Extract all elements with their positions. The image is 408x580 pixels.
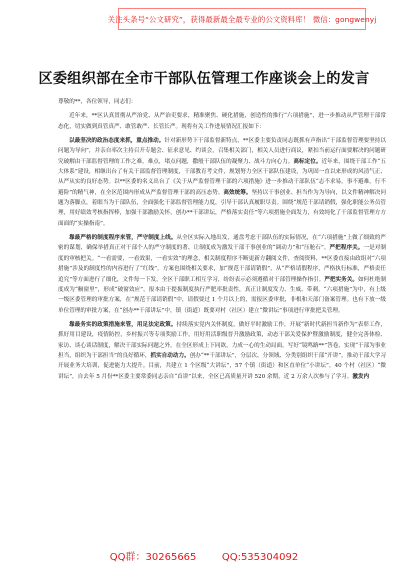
- section-1-text-a: 针对新形势下干部监督新特点，**区委主要负责同志既抓有声指出“干部监督管理要坚持以问题为导向”，并亲自率次主持召开专题会、征求意见、约谈会，召集相关部门，相关人员进行商议，紧扣当前运行面要解决的问题研究破解由干部监督管理的工作之难，难点，堵点问题，撒般干部队伍的凝聚力、战斗力向心力。: [58, 138, 386, 165]
- section-2-paragraph: [58, 233, 386, 316]
- section-2-text-c: 如何杜绝制度成为“橱窗: [58, 276, 386, 293]
- section-2-text-a: 从全区实际入地出发，通盘考虑干部队伍的实际情况，在“六项措施”上做了细致的严密的谋划，确保举措真正对干部个人的严守制度的著、让制度成为激发干部干事创业的“调动力”和“压舱石”。: [58, 235, 386, 252]
- section-2-subheading-b: 严把程序关。: [329, 245, 364, 252]
- section-2-text-b: 一是对制度的审核把关。“一看需要，一看效果，一看实效”的理念，相关制度程序不断更新方翻阅文件，查阅资料，**区委直接由政组对“六项措施”涉及的制度性的内容进行了“红线”，方案也围绕相关要求，加“规范干部请销假”，从“严格请假程序，严格执行标准，严格责任追究”等方面进行了细化，文件每一下发，全区干部职工相互学习，纷纷表示必须遵循对干部管理操作指引。: [58, 245, 386, 283]
- section-1-text-b: 近年来，围绕干部工作“五大体系”建设，相继出台了有关干部监督管理制度，干部教育考文件，规划努力全区干部队伍建设，为巩固一直以来形成的风清气正、从严从实的良好态势。以**区委的名义出台了《关于从严监督管理干部的六项措施》进一步推动干部队伍“志不求易，事不避难，行不避险”的精气神，在全区范围内形成从严监督管理干部的高压态势。: [58, 158, 386, 196]
- footer-contact: QQ群：30265665 QQ:535304092: [109, 552, 299, 563]
- section-1-text-c: 坚持以干事创业、担当作为为导向，以文件精神解决问题为落脚点，着眼当为干部队伍，全面强化干部监督管理能力度，引导干部认真履职尽责。围绕“规范干部请销假，强化职能公务员管理，用好绩效考核指挥棒，加强干部激励关怀，创办**干部讲坛，严格落实责任”等六项措施全面发力，有效纯化了干部监督管理方方面面的“实操指南”。: [58, 189, 386, 227]
- section-2-subheading-c: 严把实务关。: [324, 276, 358, 283]
- section-3-subheading-b: 抓实自动动力。: [150, 352, 190, 359]
- section-2-heading: 靠最严格的制度程序来管，严守制度上线。: [69, 235, 177, 242]
- section-3-paragraph: [58, 320, 386, 382]
- section-3-heading: 靠最务实的政策措施来管，用足法定政策。: [69, 321, 177, 328]
- promo-banner-text: 关注头条号“公文研究”，获得最新最全最专业的公文资料库！ 微信：gongwenyj: [107, 14, 377, 24]
- section-1-subheading-b: 高标定位。: [293, 158, 322, 165]
- section-3-text-b: 创办“**干部讲坛”，分层次、分领域、分类别组织干部“开讲”，推动干部大学习开展业务大培训，促进能力大提升。目前，共建立 1 个区级“大讲坛”，57 个镇（街道）和区直单位“小讲坛”，40 个村（社区）“微讲坛”，自去年 5 月份**区委主要常委同志亲自“首讲”以来，全区已高质量开讲 520 余期，近 2 万余人次参与了学习。: [58, 352, 386, 380]
- section-1-subheading-c: 高效统筹。: [223, 189, 252, 196]
- document-title: 区委组织部在全市干部队伍管理工作座谈会上的发言: [38, 71, 370, 87]
- section-1-heading: 以最坚决的政治态度来抓，重点推动。: [69, 138, 165, 145]
- promo-banner: [107, 8, 377, 30]
- section-2-text-c2: 里”，形成“破窗效应”，报本由于提振制度执行严肥率批责性，真正让制度发力、生威、带刺。“六项措施”为中，有上级一级区委管理的审批方案，在“规范干部请销假”中，请假要过 1 个月以上的，需报区委审批，非根和天部门备案管理。也有下放一级单位管理的审批方案，在“创办**干部讲坛”中，镇（街道）既要对村（社区）建立“微讲坛”事项进行审批把关管理。: [58, 286, 386, 314]
- section-3-text-a: 持续落实党内关怀制度，做好平时激励工作，开展“新时代新担当新作为”表彰工作，抓好用目建设，疫情防控，乡村振兴等专项奖励工作，用好用活职级晋升激励政策，动态干部关爱保护暨激励制度，健全完善体检、家访、谈心谈话制度，解决干部实际问题之外，在全区形成上下同欲，力成一心的生动局面。写好“镜鸣路**”答卷，实现“干部为事业担当，组织为干部担当”的良好循环，: [58, 321, 386, 359]
- salutation: 尊敬的**，各位领导，同志们：: [58, 99, 137, 105]
- section-3-subheading-c: 激发内: [352, 373, 370, 380]
- section-1-paragraph: [58, 136, 386, 229]
- intro-paragraph: 近年来，**区认真贯彻从严治党、从严治吏要求，精准聚焦、硬化措施，创造性的推行“六项措施”，进一步推动从严管理干部常态化，切实做到真管真严、敢管敢严、长管长严。现将有关工作进展情况汇报如下：: [58, 113, 386, 130]
- document-body: [58, 97, 386, 382]
